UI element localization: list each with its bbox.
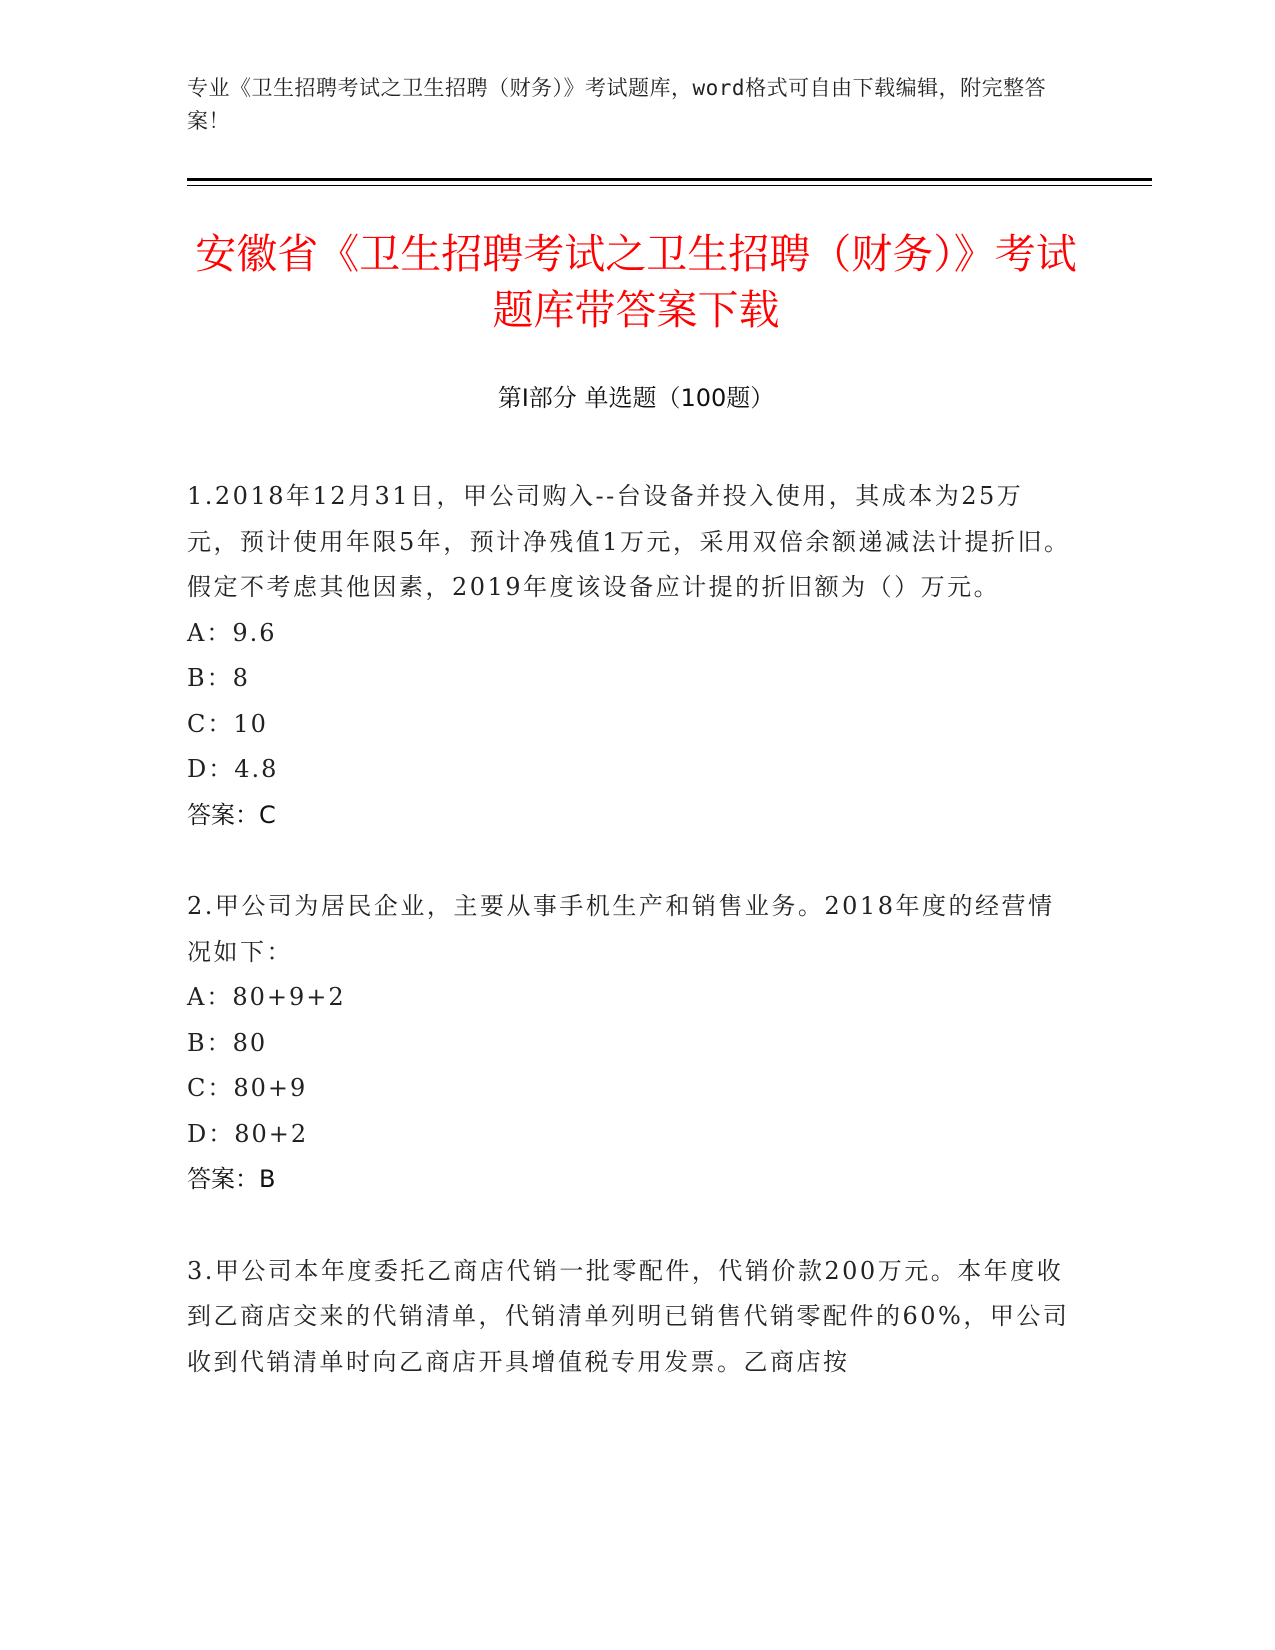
option-c: C：10 — [187, 709, 268, 738]
option-d: D：4.8 — [187, 755, 279, 783]
answer-line: 答案：C — [187, 800, 276, 829]
question-list — [187, 474, 1072, 1431]
header-divider-thin — [187, 185, 1152, 186]
question-1 — [187, 474, 1072, 838]
answer-line: 答案：B — [187, 1165, 276, 1193]
header-divider-thick — [187, 178, 1152, 181]
header-note: 专业《卫生招聘考试之卫生招聘（财务）》考试题库，word格式可自由下载编辑，附完整答案！ — [187, 76, 1047, 133]
option-c: C：80+9 — [187, 1074, 308, 1102]
question-stem: 1.2018年12月31日，甲公司购入--台设备并投入使用，其成本为25万元，预计使用年限5年，预计净残值1万元，采用双倍余额递减法计提折旧。假定不考虑其他因素，2019年度该设备应计提的折旧额为（）万元。 — [187, 482, 1071, 601]
question-3 — [187, 1249, 1072, 1386]
option-b: B：8 — [187, 664, 250, 692]
question-2 — [187, 884, 1072, 1203]
option-b: B：80 — [187, 1028, 268, 1057]
section-heading: 第Ⅰ部分 单选题（100题） — [497, 384, 775, 412]
option-d: D：80+2 — [187, 1119, 309, 1148]
option-a: A：80+9+2 — [187, 983, 346, 1011]
question-stem: 3.甲公司本年度委托乙商店代销一批零配件，代销价款200万元。本年度收到乙商店交来的代销清单，代销清单列明已销售代销零配件的60%，甲公司收到代销清单时向乙商店开具增值税专用发票。乙商店按 — [187, 1256, 1070, 1376]
document-title: 安徽省《卫生招聘考试之卫生招聘（财务）》考试题库带答案下载 — [195, 230, 1077, 334]
question-stem: 2.甲公司为居民企业，主要从事手机生产和销售业务。2018年度的经营情况如下： — [187, 892, 1055, 966]
option-a: A：9.6 — [187, 618, 277, 647]
